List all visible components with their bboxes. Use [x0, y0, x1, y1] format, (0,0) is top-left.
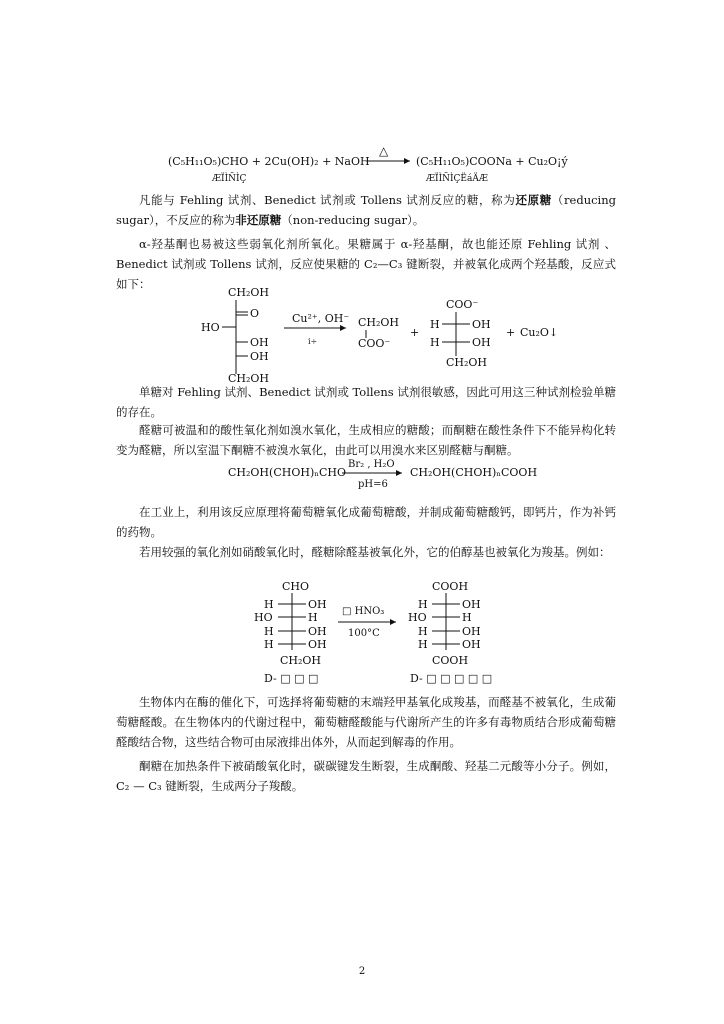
product2-oh2: OH [472, 336, 491, 349]
paragraph-hydroxy-ketone: α-羟基酮也易被这些弱氧化剂所氧化。果糖属于 α-羟基酮，故也能还原 Fehling 试剂 、Benedict 试剂或 Tollens 试剂，反应使果糖的 C₂—C₃ 键断裂，并被氧化成两个羟基酸，反应式如下： [116, 237, 616, 291]
equation-1-right-label: ÆÏÌÑÌÇËáÄÆ [426, 174, 488, 184]
glucose-r2-left: HO [254, 611, 273, 624]
fructose-oxidation-scheme [196, 284, 576, 384]
fructose-carbonyl-o: O [250, 307, 260, 320]
glucose-reagent: □ HNO₃ [342, 606, 385, 617]
glucaric-cooh-top: COOH [432, 580, 469, 593]
glucaric-r4-left: H [418, 638, 428, 651]
glucose-r1-right: OH [308, 598, 327, 611]
glucose-cho: CHO [282, 580, 310, 593]
glucose-r2-right: H [308, 611, 318, 624]
p1-term-nonreducing: 非还原糖 [235, 213, 282, 227]
paragraph-sensitivity: 单糖对 Fehling 试剂、Benedict 试剂或 Tollens 试剂很敏感，因此可用这三种试剂检验单糖的存在。 [116, 385, 616, 419]
heat-symbol: △ [379, 144, 389, 158]
glucose-label: D- □ □ □ [264, 672, 319, 685]
glucaric-r3-left: H [418, 625, 428, 638]
glucose-r3-left: H [264, 625, 274, 638]
fructose-reagent: Cu²⁺, OH⁻ [292, 312, 350, 325]
page-number: 2 [358, 966, 366, 977]
glucaric-r4-right: OH [462, 638, 481, 651]
glucaric-r2-left: HO [408, 611, 427, 624]
glucaric-r3-right: OH [462, 625, 481, 638]
glucaric-cooh-bottom: COOH [432, 654, 469, 667]
equation-1-left: (C₅H₁₁O₅)CHO + 2Cu(OH)₂ + NaOH [168, 155, 370, 168]
paragraph-glucuronic-acid: 生物体内在酶的催化下，可选择将葡萄糖的末端羟甲基氧化成羧基，而醛基不被氧化，生成葡萄糖醛酸。在生物体内的代谢过程中，葡萄糖醛酸能与代谢所产生的许多有毒物质结合形成葡萄糖醛酸结合物，这些结合物可由尿液排出体外，从而起到解毒的作用。 [116, 695, 616, 749]
fructose-c6: CH₂OH [228, 372, 270, 384]
glucose-ch2oh: CH₂OH [280, 654, 322, 667]
product2-ch2oh: CH₂OH [446, 356, 488, 369]
equation-1-arrow [364, 143, 414, 173]
fructose-oh-3: OH [250, 336, 269, 349]
plus-1: + [410, 326, 420, 339]
fructose-c1: CH₂OH [228, 286, 270, 299]
glucose-r1-left: H [264, 598, 274, 611]
equation-1-left-label: ÆÏÌÑÌÇ [212, 174, 247, 184]
glucaric-r1-right: OH [462, 598, 481, 611]
equation-2-left: CH₂OH(CHOH)ₙCHO [228, 466, 347, 479]
fructose-oh-4: OH [250, 350, 269, 363]
paragraph-nitric-acid: 若用较强的氧化剂如硝酸氧化时，醛糖除醛基被氧化外，它的伯醇基也被氧化为羧基。例如： [139, 545, 611, 559]
cuprous-oxide: Cu₂O↓ [520, 326, 559, 339]
equation-2-right: CH₂OH(CHOH)ₙCOOH [410, 466, 538, 479]
glucose-oxidation-scheme [250, 578, 510, 688]
equation-2-arrow [338, 456, 408, 490]
product2-h2: H [430, 336, 440, 349]
paragraph-reducing-sugar [116, 190, 616, 230]
glucaric-r2-right: H [462, 611, 472, 624]
equation-1-right: (C₅H₁₁O₅)COONa + Cu₂O¡ý [416, 155, 568, 168]
p1-text-e: （non-reducing sugar）。 [281, 213, 425, 227]
glucaric-label: D- □ □ □ □ □ [410, 672, 493, 685]
p1-text-c: （reducing sugar），不反应的称为 [116, 193, 617, 227]
glucose-r4-right: OH [308, 638, 327, 651]
p1-term-reducing: 还原糖 [515, 193, 552, 207]
product2-coo: COO⁻ [446, 298, 479, 311]
paragraph-bromine-water: 醛糖可被温和的酸性氧化剂如溴水氧化，生成相应的糖酸；而酮糖在酸性条件下不能异构化转变为醛糖，所以室温下酮糖不被溴水氧化，由此可以用溴水来区别醛糖与酮糖。 [116, 423, 616, 457]
product1-bottom: COO⁻ [358, 337, 391, 350]
fructose-reagent-under: i÷ [308, 337, 318, 346]
product2-oh1: OH [472, 318, 491, 331]
equation-2-reagent: Br₂ , H₂O [348, 459, 395, 470]
paragraph-industry: 在工业上，利用该反应原理将葡萄糖氧化成葡萄糖酸，并制成葡萄糖酸钙，即钙片，作为补钙的药物。 [116, 505, 616, 539]
glucose-r3-right: OH [308, 625, 327, 638]
fructose-ho: HO [201, 321, 220, 334]
product1-top: CH₂OH [358, 316, 400, 329]
glucose-r4-left: H [264, 638, 274, 651]
glucaric-r1-left: H [418, 598, 428, 611]
p1-text-a: 凡能与 Fehling 试剂、Benedict 试剂或 Tollens 试剂反应的糖，称为 [139, 193, 516, 207]
plus-2: + [506, 326, 516, 339]
product2-h1: H [430, 318, 440, 331]
glucose-temperature: 100°C [348, 628, 380, 639]
paragraph-ketose-oxidation: 酮糖在加热条件下被硝酸氧化时，碳碳键发生断裂，生成酮酸、羟基二元酸等小分子。例如，C₂ — C₃ 键断裂，生成两分子羧酸。 [116, 759, 616, 793]
equation-2-condition: pH=6 [358, 479, 388, 490]
